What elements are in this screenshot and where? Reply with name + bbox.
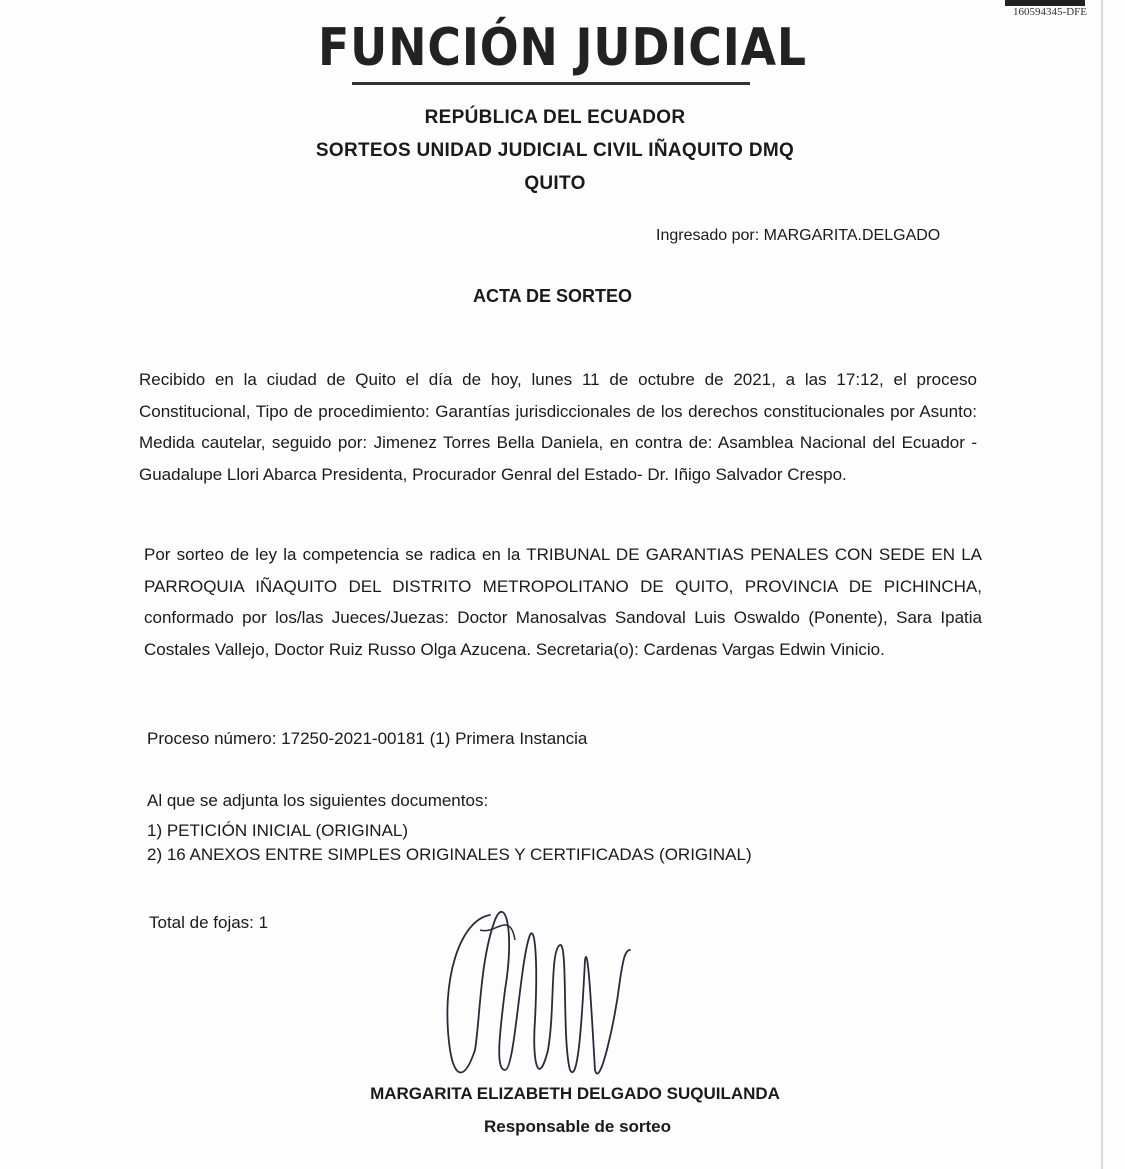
- signer-role: Responsable de sorteo: [483, 1117, 672, 1136]
- city-heading: QUITO: [524, 173, 586, 194]
- total-pages: Total de fojas: 1: [149, 913, 269, 932]
- attachment-item: 1) PETICIÓN INICIAL (ORIGINAL): [147, 821, 409, 840]
- process-number: Proceso número: 17250-2021-00181 (1) Primera Instancia: [147, 729, 588, 748]
- signer-name: MARGARITA ELIZABETH DELGADO SUQUILANDA: [370, 1084, 780, 1103]
- title-underline: [352, 82, 750, 85]
- handwritten-signature: [420, 900, 660, 1100]
- attachment-item: 2) 16 ANEXOS ENTRE SIMPLES ORIGINALES Y CERTIFICADAS (ORIGINAL): [147, 845, 752, 864]
- document-code: 160594345-DFE: [1013, 6, 1087, 18]
- republic-heading: REPÚBLICA DEL ECUADOR: [424, 107, 686, 128]
- document-title: ACTA DE SORTEO: [472, 286, 632, 306]
- entered-by: Ingresado por: MARGARITA.DELGADO: [656, 227, 941, 244]
- unit-heading: SORTEOS UNIDAD JUDICIAL CIVIL IÑAQUITO DMQ: [315, 140, 795, 161]
- institution-title: FUNCIÓN JUDICIAL: [318, 18, 807, 78]
- attachments-intro: Al que se adjunta los siguientes documentos:: [147, 791, 489, 810]
- assignment-paragraph: Por sorteo de ley la competencia se radica en la TRIBUNAL DE GARANTIAS PENALES CON SEDE EN LA PARROQUIA IÑAQUITO DEL DISTRITO METROPOLITANO DE QUITO, PROVINCIA DE PICHINCHA, conformado por los/las Jueces/Juezas: Doctor Manosalvas Sandoval Luis Oswaldo (Ponente), Sara Ipatia Costales Vallejo, Doctor Ruiz Russo Olga Azucena. Secretaria(o): Cardenas Vargas Edwin Vinicio.: [144, 545, 982, 659]
- reception-paragraph: Recibido en la ciudad de Quito el día de hoy, lunes 11 de octubre de 2021, a las 17:12, el proceso Constitucional, Tipo de procedimiento: Garantías jurisdiccionales de los derechos constitucionales por Asunto: Medida cautelar, seguido por: Jimenez Torres Bella Daniela, en contra de: Asamblea Nacional del Ecuador - Guadalupe Llori Abarca Presidenta, Procurador Genral del Estado- Dr. Iñigo Salvador Crespo.: [139, 370, 977, 484]
